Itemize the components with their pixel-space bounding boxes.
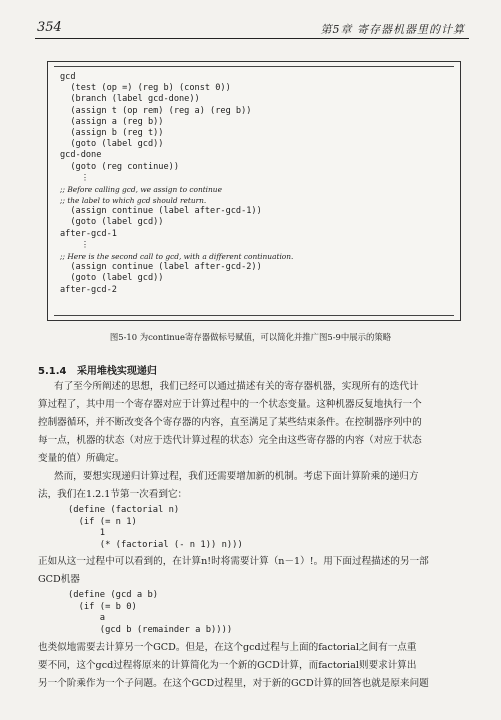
- code-line: 1: [68, 528, 106, 538]
- paragraph-2: [38, 468, 468, 504]
- code-line: (assign continue (label after-gcd-2)): [60, 262, 262, 273]
- gcd-code: [68, 590, 232, 636]
- code-line: (assign b (reg t)): [60, 127, 164, 138]
- figure-top-rule: [54, 66, 454, 67]
- code-line: (if (= n 1): [68, 516, 137, 527]
- text-line: 法，我们在1.2.1节第一次看到它：: [38, 489, 188, 500]
- paragraph-4: [38, 639, 468, 693]
- code-line: (goto (label gcd)): [60, 273, 164, 284]
- code-line: gcd-done: [60, 150, 102, 161]
- code-line: (branch (label gcd-done)): [60, 94, 200, 105]
- text-line: 也类似地需要去计算另一个GCD。但是，在这个gcd过程与上面的factorial之间有一点重: [38, 642, 417, 653]
- code-line: after-gcd-1: [60, 228, 117, 239]
- text-line: 另一个阶乘作为一个子问题。在这个GCD过程里，对于新的GCD计算的回答也就是原来问题: [38, 678, 429, 689]
- section-heading: [38, 362, 157, 377]
- header-rule: [35, 38, 469, 39]
- code-line: (define (factorial n): [68, 505, 180, 515]
- code-line: gcd: [60, 72, 76, 82]
- text-line: 然而，要想实现递归计算过程，我们还需要增加新的机制。考虑下面计算阶乘的递归方: [54, 471, 419, 482]
- figure-bottom-rule: [54, 315, 454, 316]
- code-ellipsis: ⋮: [60, 172, 90, 183]
- code-line: (define (gcd a b): [68, 590, 159, 600]
- figure-caption: 图5-10 为continue寄存器做标号赋值，可以简化并推广图5-9中展示的策略: [109, 332, 392, 342]
- text-line: GCD机器: [38, 574, 80, 585]
- text-line: 控制器循环，并不断改变各个寄存器的内容，直至满足了某些结束条件。在控制器序列中的: [38, 417, 422, 428]
- code-line: a: [68, 613, 106, 623]
- text-line: 算过程了，其中用一个寄存器对应于计算过程中的一个状态变量。这种机器反复地执行一个: [38, 399, 422, 410]
- paragraph-3: [38, 553, 468, 589]
- code-comment: ;; the label to which gcd should return.: [60, 196, 207, 206]
- code-comment: ;; Here is the second call to gcd, with a different continuation.: [60, 252, 294, 261]
- text-line: 要不同，这个gcd过程将原来的计算简化为一个新的GCD计算，而factorial则要求计算出: [38, 660, 417, 671]
- figure-code-box: [47, 61, 461, 321]
- paragraph-1: [38, 378, 468, 468]
- running-head: 第5章 寄存器机器里的计算: [320, 23, 465, 36]
- code-line: (gcd b (remainder a b)))): [68, 624, 233, 635]
- section-title: 采用堆栈实现递归: [76, 366, 157, 377]
- code-line: (assign continue (label after-gcd-1)): [60, 206, 262, 217]
- code-line: (assign t (op rem) (reg a) (reg b)): [60, 105, 252, 116]
- section-number: 5.1.4: [38, 366, 67, 377]
- code-line: (goto (label gcd)): [60, 217, 164, 228]
- code-line: (assign a (reg b)): [60, 116, 164, 127]
- code-line: (goto (label gcd)): [60, 139, 164, 150]
- code-line: (goto (reg continue)): [60, 161, 179, 172]
- code-line: (if (= b 0): [68, 601, 137, 612]
- page-number: 354: [37, 20, 62, 35]
- text-line: 每一点，机器的状态（对应于迭代计算过程的状态）完全由这些寄存器的内容（对应于状态: [38, 435, 422, 446]
- text-line: 有了至今所阐述的思想，我们已经可以通过描述有关的寄存器机器，实现所有的迭代计: [54, 381, 419, 392]
- code-line: (* (factorial (- n 1)) n))): [68, 539, 243, 550]
- code-line: after-gcd-2: [60, 284, 117, 295]
- code-ellipsis: ⋮: [60, 239, 90, 250]
- code-comment: ;; Before calling gcd, we assign to continue: [60, 184, 222, 194]
- figure-code: [60, 72, 293, 296]
- code-line: (test (op =) (reg b) (const 0)): [60, 83, 231, 94]
- text-line: 正如从这一过程中可以看到的，在计算n!时将需要计算（n－1）!。用下面过程描述的另一部: [38, 556, 429, 567]
- factorial-code: [68, 505, 243, 551]
- text-line: 变量的值）所确定。: [38, 453, 125, 464]
